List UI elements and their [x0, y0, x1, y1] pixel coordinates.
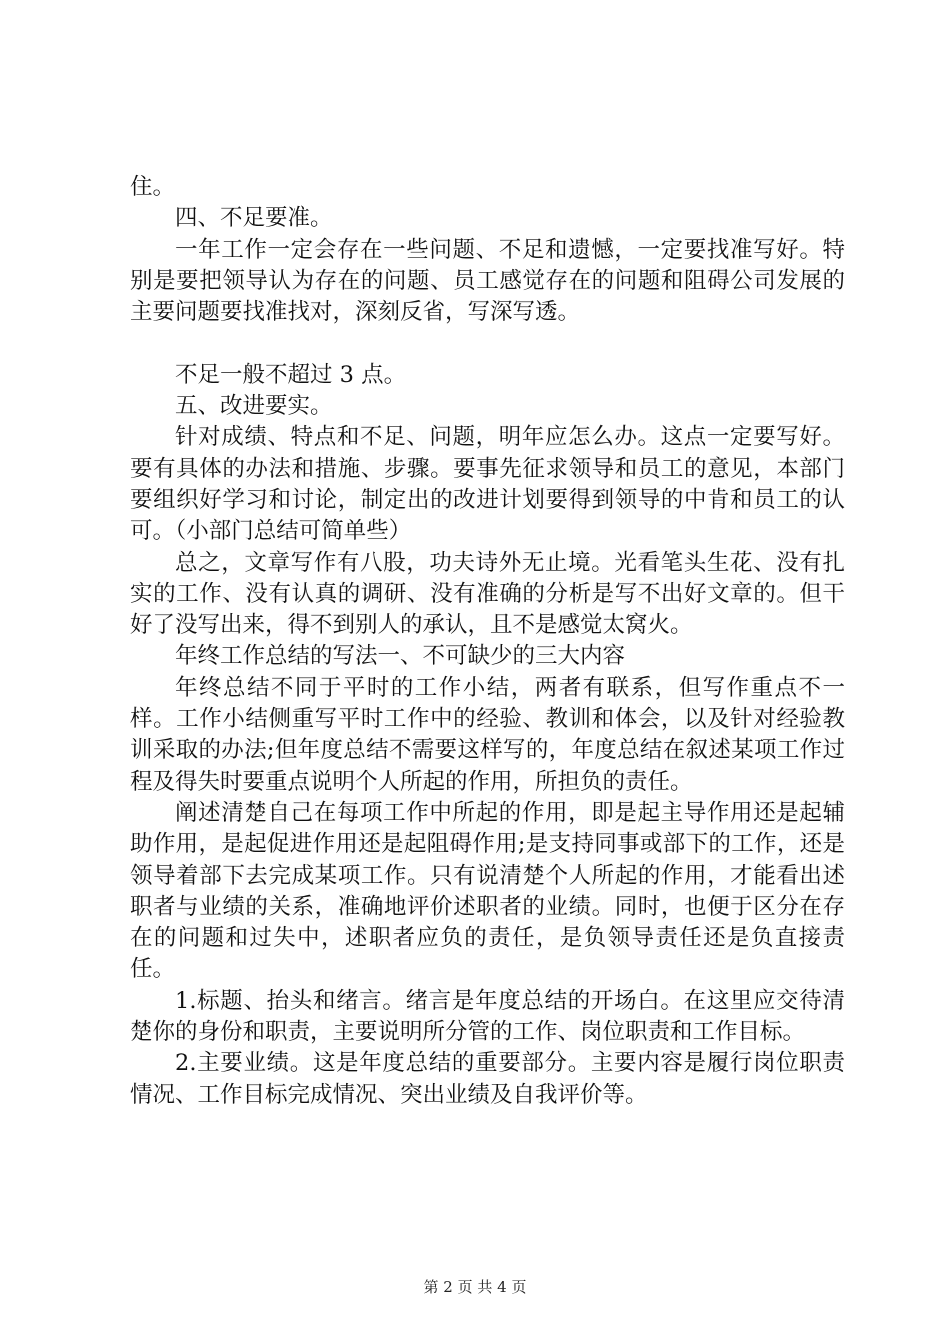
- paragraph-gap: [130, 328, 845, 359]
- paragraph: 总之，文章写作有八股，功夫诗外无止境。光看笔头生花、没有扎实的工作、没有认真的调研、没有准确的分析是写不出好文章的。但干好了没写出来，得不到别人的承认，且不是感觉太窝火。: [130, 549, 845, 639]
- document-body: [130, 172, 845, 1111]
- paragraph: 一年工作一定会存在一些问题、不足和遗憾，一定要找准写好。特别是要把领导认为存在的问题、员工感觉存在的问题和阻碍公司发展的主要问题要找准找对，深刻反省，写深写透。: [130, 236, 845, 326]
- list-item: 2.主要业绩。这是年度总结的重要部分。主要内容是履行岗位职责情况、工作目标完成情况、突出业绩及自我评价等。: [130, 1050, 845, 1108]
- section-heading: 年终工作总结的写法一、不可缺少的三大内容: [175, 643, 626, 670]
- paragraph: 阐述清楚自己在每项工作中所起的作用，即是起主导作用还是起辅助作用，是起促进作用还是起阻碍作用;是支持同事或部下的工作，还是领导着部下去完成某项工作。只有说清楚个人所起的作用，才能看出述职者与业绩的关系，准确地评价述职者的业绩。同时，也便于区分在存在的问题和过失中，述职者应负的责任，是负领导责任还是负直接责任。: [130, 799, 845, 983]
- paragraph: 年终总结不同于平时的工作小结，两者有联系，但写作重点不一样。工作小结侧重写平时工作中的经验、教训和体会，以及针对经验教训采取的办法;但年度总结不需要这样写的，年度总结在叙述某项工作过程及得失时要重点说明个人所起的作用，所担负的责任。: [130, 674, 845, 795]
- list-item: 1.标题、抬头和绪言。绪言是年度总结的开场白。在这里应交待清楚你的身份和职责，主要说明所分管的工作、岗位职责和工作目标。: [130, 987, 845, 1046]
- section-heading-4: 四、不足要准。: [175, 205, 333, 232]
- paragraph: 不足一般不超过 3 点。: [175, 361, 407, 388]
- paragraph-continuation: 住。: [130, 174, 176, 200]
- page-number-footer: 第 2 页 共 4 页: [423, 1278, 527, 1296]
- paragraph: 针对成绩、特点和不足、问题，明年应怎么办。这点一定要写好。要有具体的办法和措施、步骤。要事先征求领导和员工的意见，本部门要组织好学习和讨论，制定出的改进计划要得到领导的中肯和员工的认可。（小部门总结可简单些）: [130, 424, 845, 545]
- section-heading-5: 五、改进要实。: [175, 393, 333, 420]
